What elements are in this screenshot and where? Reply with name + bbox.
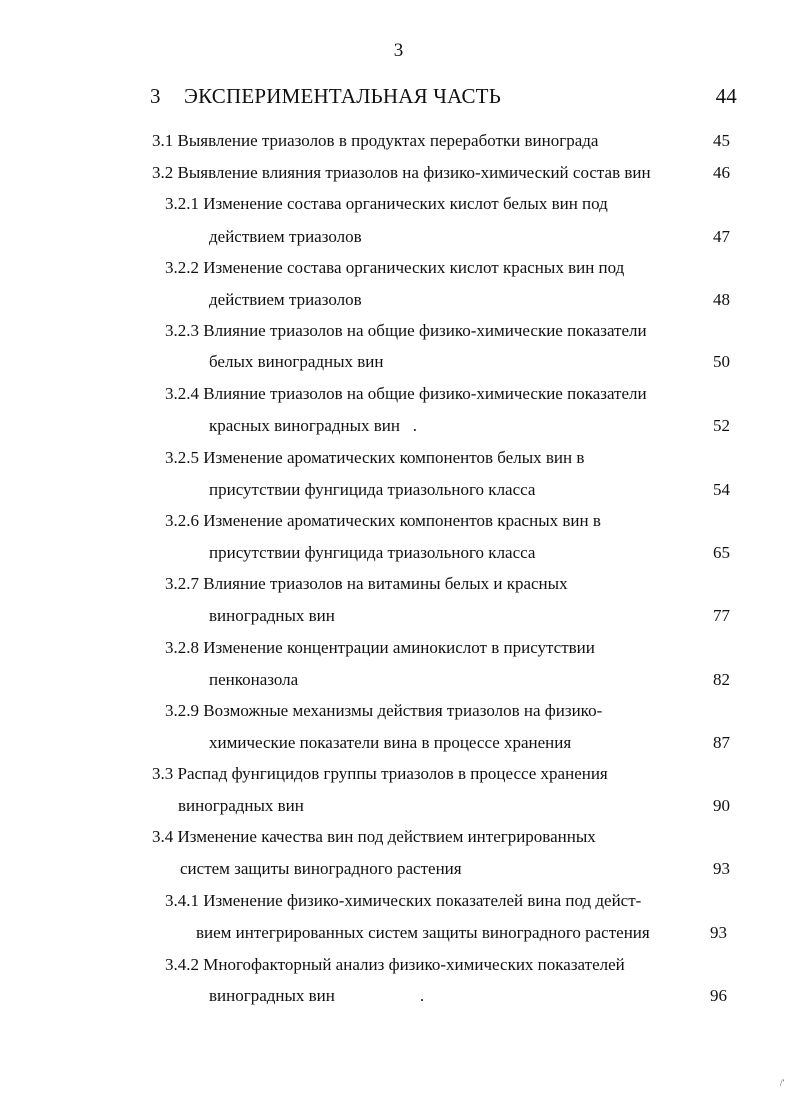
toc-entry-line-continued: систем защиты виноградного растения — [180, 859, 462, 878]
toc-entry-line: 3.2.8 Изменение концентрации аминокислот в присутствии — [165, 638, 595, 657]
toc-entry-line: 3.2.9 Возможные механизмы действия триазолов на физико- — [165, 701, 603, 720]
toc-entry-page: 52 — [713, 416, 730, 435]
toc-entry-line-continued: присутствии фунгицида триазольного класса — [209, 480, 536, 499]
toc-entry-page: 77 — [713, 606, 730, 625]
toc-entry-line-continued: белых виноградных вин — [209, 352, 384, 371]
toc-entry-page: 65 — [713, 543, 730, 562]
toc-entry-page: 48 — [713, 290, 730, 309]
toc-entry-line: 3.2.2 Изменение состава органических кислот красных вин под — [165, 258, 625, 277]
toc-entry-page: 45 — [713, 131, 730, 150]
toc-entry-page: 50 — [713, 352, 730, 371]
chapter-page: 44 — [715, 84, 737, 108]
toc-entry-line-continued: виноградных вин — [209, 606, 335, 625]
toc-entry-page: 46 — [713, 163, 730, 182]
toc-entry-line: 3.4.1 Изменение физико-химических показателей вина под дейст- — [165, 891, 642, 910]
toc-entry-page: 82 — [713, 670, 730, 689]
toc-entry-line: 3.2.3 Влияние триазолов на общие физико-химические показатели — [165, 321, 647, 340]
toc-entry-line: 3.3 Распад фунгицидов группы триазолов в процессе хранения — [152, 764, 608, 783]
toc-entry-line: 3.4.2 Многофакторный анализ физико-химических показателей — [165, 955, 625, 974]
toc-entry-line-continued: виноградных вин . — [209, 986, 425, 1005]
stray-mark: /' — [780, 1078, 785, 1088]
toc-entry-line: 3.4 Изменение качества вин под действием интегрированных — [152, 827, 596, 846]
toc-entry-line-continued: пенконазола — [209, 670, 299, 689]
toc-entry-line-continued: химические показатели вина в процессе хранения — [209, 733, 572, 752]
toc-entry-line: 3.2.5 Изменение ароматических компонентов белых вин в — [165, 448, 585, 467]
page-number: 3 — [393, 40, 404, 61]
toc-entry-page: 93 — [710, 923, 727, 942]
toc-entry-page: 47 — [713, 227, 730, 246]
toc-entry-line: 3.2 Выявление влияния триазолов на физико-химический состав вин — [152, 163, 651, 182]
toc-entry-line: 3.2.6 Изменение ароматических компонентов красных вин в — [165, 511, 601, 530]
toc-entry-line-continued: действием триазолов — [209, 227, 362, 246]
toc-entry-page: 93 — [713, 859, 730, 878]
toc-entry-line-continued: вием интегрированных систем защиты виноградного растения — [196, 923, 650, 942]
toc-entry-page: 87 — [713, 733, 730, 752]
toc-entry-line: 3.2.1 Изменение состава органических кислот белых вин под — [165, 194, 608, 213]
toc-entry-page: 96 — [710, 986, 727, 1005]
toc-entry-line-continued: присутствии фунгицида триазольного класса — [209, 543, 536, 562]
chapter-number: 3 — [150, 84, 161, 108]
toc-entry-line-continued: красных виноградных вин . — [209, 416, 418, 435]
toc-entry-page: 54 — [713, 480, 730, 499]
toc-entry-line: 3.2.4 Влияние триазолов на общие физико-химические показатели — [165, 384, 647, 403]
toc-entry-line: 3.2.7 Влияние триазолов на витамины белых и красных — [165, 574, 568, 593]
toc-entry-line: 3.1 Выявление триазолов в продуктах переработки винограда — [152, 131, 599, 150]
toc-entry-line-continued: виноградных вин — [178, 796, 304, 815]
toc-entry-page: 90 — [713, 796, 730, 815]
chapter-title: ЭКСПЕРИМЕНТАЛЬНАЯ ЧАСТЬ — [184, 84, 501, 108]
toc-entry-line-continued: действием триазолов — [209, 290, 362, 309]
